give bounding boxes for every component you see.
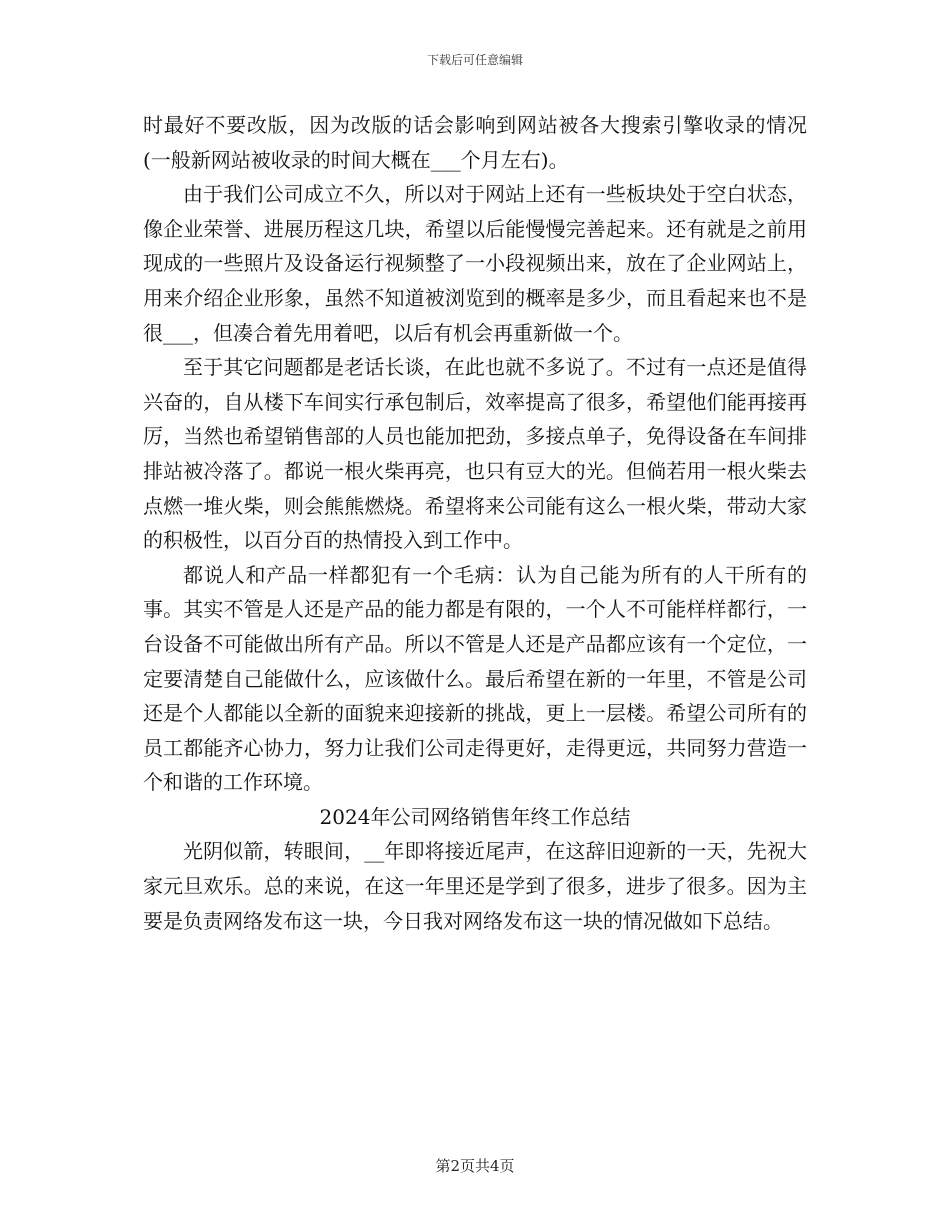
document-body [143, 108, 807, 938]
page-header: 下载后可任意编辑 [426, 53, 523, 67]
page-footer: 第2页共4页 [435, 1157, 515, 1175]
paragraph-continuation: 时最好不要改版，因为改版的话会影响到网站被各大搜索引擎收录的情况(一般新网站被收录的时间大概在___个月左右)。 [143, 113, 807, 172]
paragraph: 光阴似箭，转眼间，__年即将接近尾声，在这辞旧迎新的一天，先祝大家元旦欢乐。总的来说，在这一年里还是学到了很多，进步了很多。因为主要是负责网络发布这一块，今日我对网络发布这一块的情况做如下总结。 [143, 839, 807, 933]
paragraph: 至于其它问题都是老话长谈，在此也就不多说了。不过有一点还是值得兴奋的，自从楼下车间实行承包制后，效率提高了很多，希望他们能再接再厉，当然也希望销售部的人员也能加把劲，多接点单子，免得设备在车间排排站被冷落了。都说一根火柴再亮，也只有豆大的光。但倘若用一根火柴去点燃一堆火柴，则会熊熊燃烧。希望将来公司能有这么一根火柴，带动大家的积极性，以百分百的热情投入到工作中。 [143, 355, 807, 553]
section-title: 2024年公司网络销售年终工作总结 [319, 804, 631, 829]
paragraph: 都说人和产品一样都犯有一个毛病：认为自己能为所有的人干所有的事。其实不管是人还是产品的能力都是有限的，一个人不可能样样都行，一台设备不可能做出所有产品。所以不管是人还是产品都应该有一个定位，一定要清楚自己能做什么，应该做什么。最后希望在新的一年里，不管是公司还是个人都能以全新的面貌来迎接新的挑战，更上一层楼。希望公司所有的员工都能齐心协力，努力让我们公司走得更好，走得更远，共同努力营造一个和谐的工作环境。 [143, 562, 807, 795]
paragraph: 由于我们公司成立不久，所以对于网站上还有一些板块处于空白状态，像企业荣誉、进展历程这几块，希望以后能慢慢完善起来。还有就是之前用现成的一些照片及设备运行视频整了一小段视频出来，放在了企业网站上，用来介绍企业形象，虽然不知道被浏览到的概率是多少，而且看起来也不是很___，但凑合着先用着吧，以后有机会再重新做一个。 [143, 182, 807, 345]
